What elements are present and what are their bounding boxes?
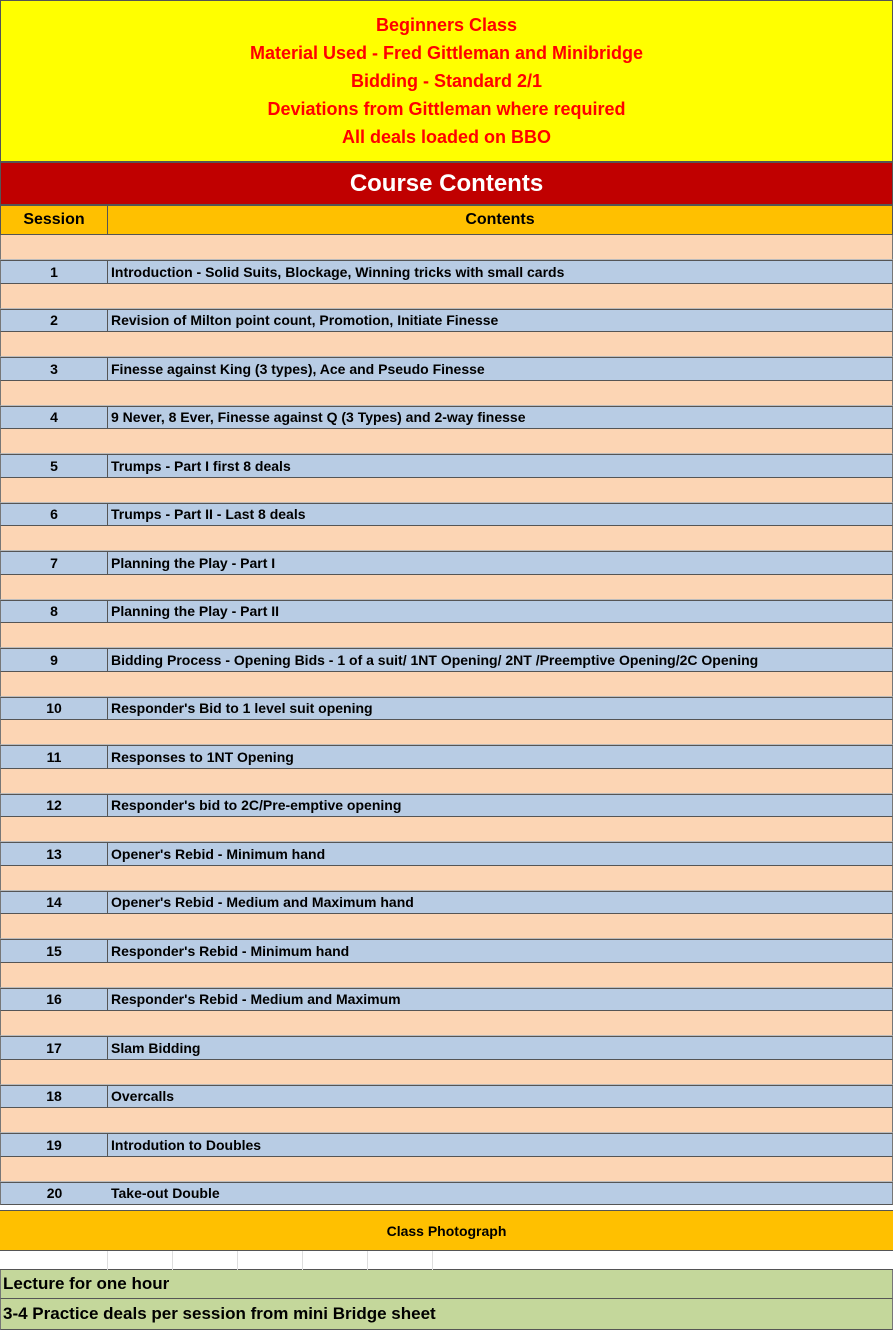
session-number: 14 xyxy=(1,892,108,914)
session-row xyxy=(0,260,893,284)
spacer-row xyxy=(0,963,893,988)
session-row xyxy=(0,988,893,1012)
header-line-4: Deviations from Gittleman where required xyxy=(267,99,626,119)
spacer-row xyxy=(0,623,893,648)
sessions-table xyxy=(0,235,893,1205)
session-row xyxy=(0,357,893,381)
class-photograph-bar: Class Photograph xyxy=(0,1210,893,1251)
session-number: 1 xyxy=(1,261,108,283)
session-number: 10 xyxy=(1,698,108,720)
spacer-row xyxy=(0,769,893,794)
session-contents: Responses to 1NT Opening xyxy=(111,748,294,765)
table-column-headers xyxy=(0,205,893,235)
session-contents: Opener's Rebid - Medium and Maximum hand xyxy=(111,894,414,911)
session-row xyxy=(0,454,893,478)
session-row xyxy=(0,503,893,527)
session-number: 9 xyxy=(1,649,108,671)
course-contents-title: Course Contents xyxy=(0,162,893,205)
session-row xyxy=(0,697,893,721)
session-contents: Opener's Rebid - Minimum hand xyxy=(111,845,326,862)
spacer-row xyxy=(0,381,893,406)
session-number: 2 xyxy=(1,310,108,332)
session-contents: Planning the Play - Part I xyxy=(111,554,276,571)
spacer-row xyxy=(0,1011,893,1036)
spacer-row xyxy=(0,575,893,600)
session-number: 20 xyxy=(46,1185,63,1202)
session-row xyxy=(0,551,893,575)
session-row xyxy=(0,939,893,963)
session-number: 16 xyxy=(1,989,108,1011)
session-contents: Take-out Double xyxy=(111,1185,220,1202)
session-row xyxy=(0,1133,893,1157)
header-line-2: Material Used - Fred Gittleman and Minibridge xyxy=(249,43,644,63)
header-line-1: Beginners Class xyxy=(375,15,518,35)
session-row xyxy=(0,1085,893,1109)
session-contents: Responder's Bid to 1 level suit opening xyxy=(111,700,373,717)
header-line-5: All deals loaded on BBO xyxy=(341,127,552,147)
spacer-row xyxy=(0,429,893,454)
session-contents: Slam Bidding xyxy=(111,1039,201,1056)
session-contents: Overcalls xyxy=(111,1088,175,1105)
blank-row xyxy=(0,1251,893,1270)
session-contents: Bidding Process - Opening Bids - 1 of a suit/ 1NT Opening/ 2NT /Preemptive Opening/2C Opening xyxy=(111,651,759,668)
grid-line xyxy=(432,1251,433,1270)
spacer-row xyxy=(0,1108,893,1133)
spacer-row xyxy=(0,720,893,745)
spacer-row xyxy=(0,478,893,503)
session-number: 8 xyxy=(1,601,108,623)
header-line-3: Bidding - Standard 2/1 xyxy=(350,71,542,91)
session-row xyxy=(0,648,893,672)
footer-note-lecture: Lecture for one hour xyxy=(0,1270,893,1299)
session-row xyxy=(0,309,893,333)
session-contents: Trumps - Part I first 8 deals xyxy=(111,457,291,474)
session-contents: Responder's Rebid - Minimum hand xyxy=(111,942,350,959)
grid-line xyxy=(367,1251,368,1270)
session-number: 3 xyxy=(1,358,108,380)
session-number: 5 xyxy=(1,455,108,477)
session-number: 15 xyxy=(1,940,108,962)
grid-line xyxy=(237,1251,238,1270)
session-row xyxy=(0,600,893,624)
session-column-header: Session xyxy=(1,206,108,234)
session-contents: Finesse against King (3 types), Ace and Pseudo Finesse xyxy=(111,360,485,377)
spacer-row xyxy=(0,284,893,309)
session-number: 11 xyxy=(1,746,108,768)
footer-note-practice: 3-4 Practice deals per session from mini Bridge sheet xyxy=(0,1299,893,1330)
grid-line xyxy=(302,1251,303,1270)
session-contents: Responder's bid to 2C/Pre-emptive opening xyxy=(111,797,402,814)
spacer-row xyxy=(0,817,893,842)
session-row xyxy=(0,406,893,430)
session-contents: Introduction - Solid Suits, Blockage, Winning tricks with small cards xyxy=(111,263,565,280)
spacer-row xyxy=(0,914,893,939)
spacer-row xyxy=(0,1060,893,1085)
session-number: 18 xyxy=(1,1086,108,1108)
spacer-row xyxy=(0,526,893,551)
course-header xyxy=(0,0,893,162)
session-contents: 9 Never, 8 Ever, Finesse against Q (3 Types) and 2-way finesse xyxy=(111,409,526,426)
session-row xyxy=(0,891,893,915)
session-number: 13 xyxy=(1,843,108,865)
session-contents: Trumps - Part II - Last 8 deals xyxy=(111,506,306,523)
session-row xyxy=(0,794,893,818)
session-number: 17 xyxy=(1,1037,108,1059)
grid-line xyxy=(172,1251,173,1270)
session-row xyxy=(0,842,893,866)
session-number: 4 xyxy=(1,407,108,429)
contents-column-header: Contents xyxy=(465,211,535,228)
grid-line xyxy=(107,1251,108,1270)
session-row xyxy=(0,1182,893,1206)
session-number: 12 xyxy=(1,795,108,817)
spacer-row xyxy=(0,332,893,357)
session-number: 6 xyxy=(1,504,108,526)
session-contents: Revision of Milton point count, Promotion, Initiate Finesse xyxy=(111,312,499,329)
spacer-row xyxy=(0,672,893,697)
session-row xyxy=(0,1036,893,1060)
session-contents: Planning the Play - Part II xyxy=(111,603,280,620)
spacer-row xyxy=(0,1157,893,1182)
session-row xyxy=(0,745,893,769)
spacer-row xyxy=(0,235,893,260)
session-contents: Introdution to Doubles xyxy=(111,1136,262,1153)
session-number: 19 xyxy=(1,1134,108,1156)
spacer-row xyxy=(0,866,893,891)
session-number: 7 xyxy=(1,552,108,574)
session-contents: Responder's Rebid - Medium and Maximum xyxy=(111,991,401,1008)
